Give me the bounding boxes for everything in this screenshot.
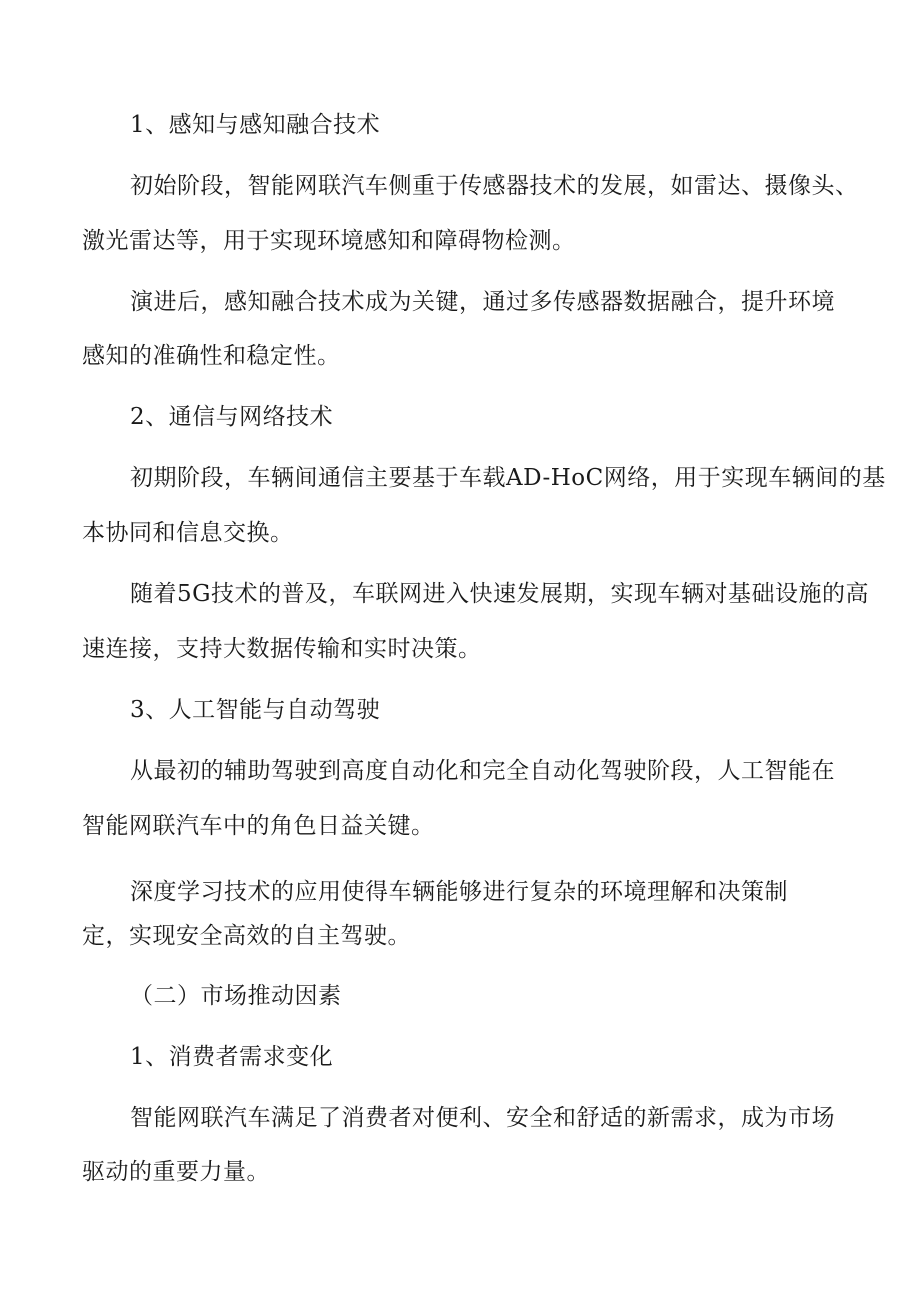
paragraph-line: 初始阶段，智能网联汽车侧重于传感器技术的发展，如雷达、摄像头、 [130,173,859,199]
paragraph-line: 智能网联汽车满足了消费者对便利、安全和舒适的新需求，成为市场 [130,1105,835,1131]
heading-ai-autonomous-driving: 3、人工智能与自动驾驶 [130,697,381,723]
paragraph-line: 本协同和信息交换。 [82,520,294,546]
paragraph-line: 初期阶段，车辆间通信主要基于车载AD-HoC网络，用于实现车辆间的基 [130,465,886,491]
paragraph-line: 激光雷达等，用于实现环境感知和障碍物检测。 [82,228,576,254]
paragraph-line: 速连接，支持大数据传输和实时决策。 [82,636,482,662]
paragraph-line: 定，实现安全高效的自主驾驶。 [82,923,411,949]
paragraph-line: 从最初的辅助驾驶到高度自动化和完全自动化驾驶阶段，人工智能在 [130,758,835,784]
paragraph-line: 演进后，感知融合技术成为关键，通过多传感器数据融合，提升环境 [130,289,835,315]
paragraph-line: 深度学习技术的应用使得车辆能够进行复杂的环境理解和决策制 [130,879,788,905]
paragraph-line: 驱动的重要力量。 [82,1159,270,1185]
paragraph-line: 感知的准确性和稳定性。 [82,343,341,369]
heading-communication-network: 2、通信与网络技术 [130,404,334,430]
paragraph-line: 随着5G技术的普及，车联网进入快速发展期，实现车辆对基础设施的高 [130,581,870,607]
heading-perception-fusion: 1、感知与感知融合技术 [130,112,381,138]
section-heading-market-drivers: （二）市场推动因素 [130,983,342,1009]
heading-consumer-demand: 1、消费者需求变化 [130,1044,334,1070]
paragraph-line: 智能网联汽车中的角色日益关键。 [82,813,435,839]
